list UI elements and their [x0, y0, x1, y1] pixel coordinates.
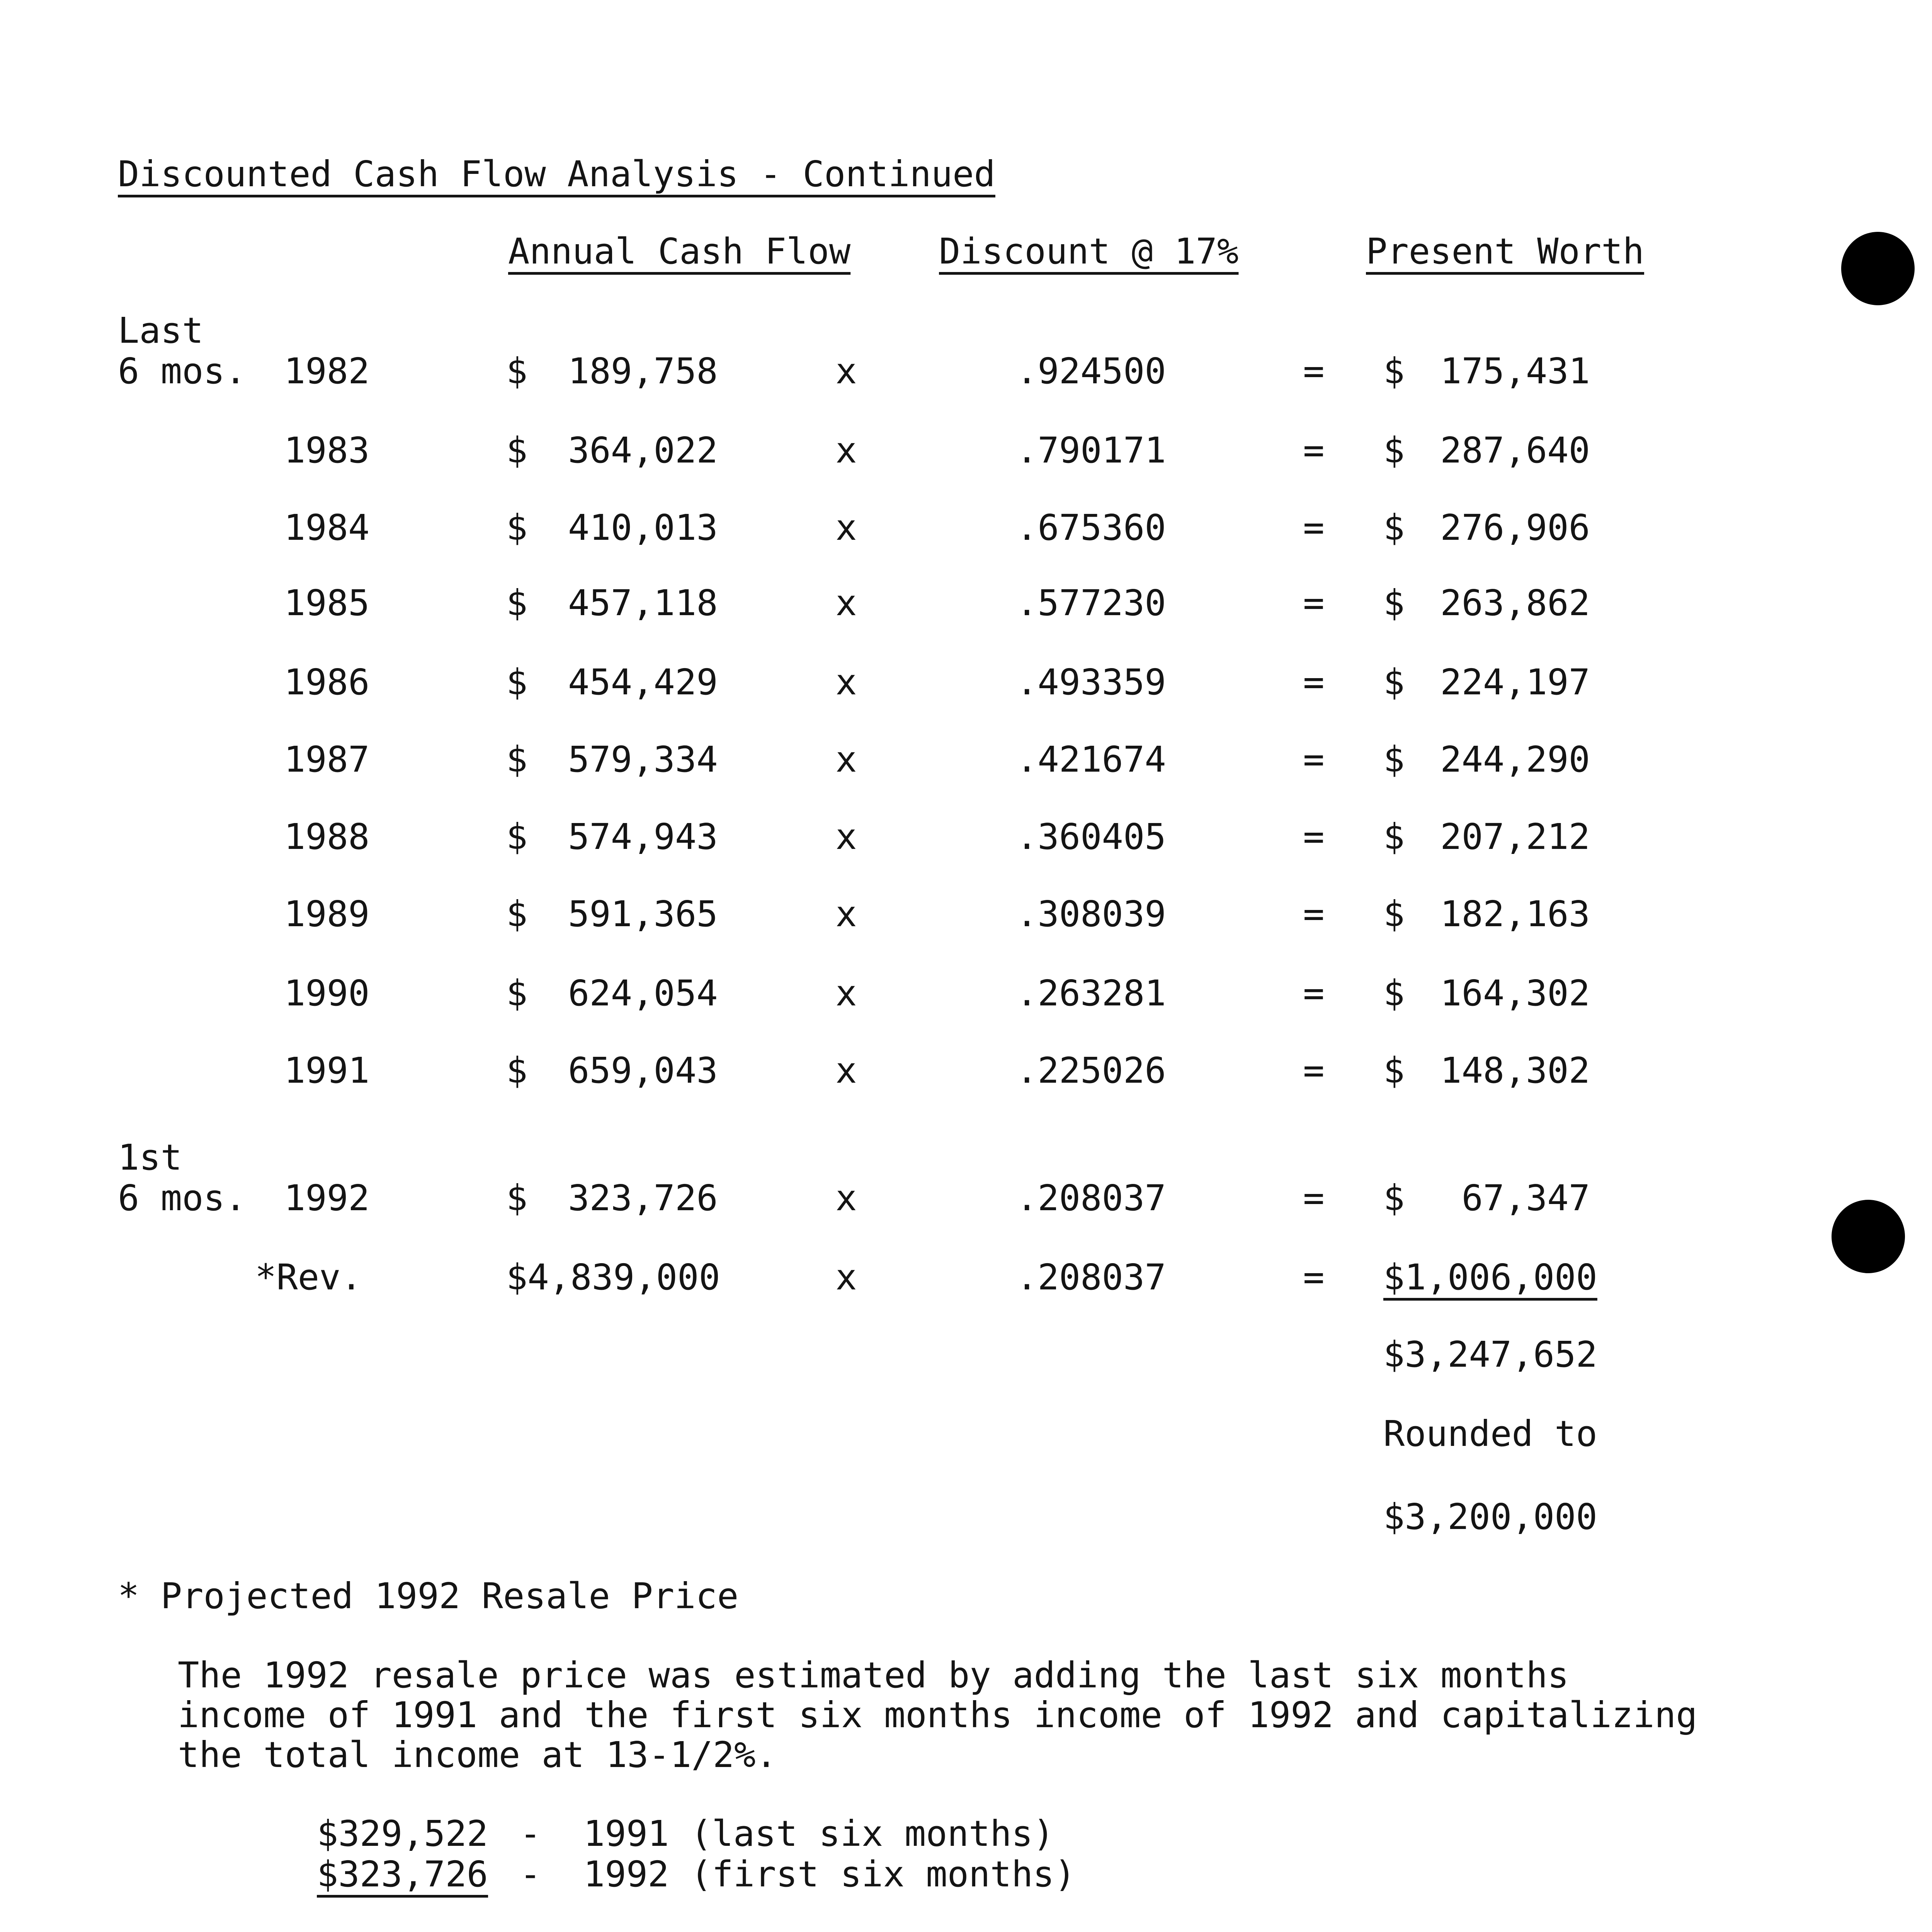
row-period-label: Last: [118, 310, 204, 351]
row-present-worth: 182,163: [1440, 893, 1590, 935]
row-period-label: 1st: [118, 1137, 182, 1178]
row-discount-factor: .208037: [1016, 1177, 1166, 1219]
row-discount-factor: .493359: [1016, 662, 1166, 703]
row-dollar-sign: $: [506, 430, 528, 471]
rounded-label: Rounded to: [1383, 1413, 1597, 1454]
row-times: x: [835, 816, 857, 857]
row-discount-factor: .308039: [1016, 893, 1166, 935]
rev-label: *Rev.: [255, 1257, 362, 1298]
row-discount-factor: .225026: [1016, 1050, 1166, 1091]
row-annual-cash-flow: 659,043: [568, 1050, 718, 1091]
row-dollar-sign: $: [506, 739, 528, 780]
row-year: 1988: [284, 816, 370, 857]
row-present-worth: 263,862: [1440, 582, 1590, 624]
row-present-worth: 148,302: [1440, 1050, 1590, 1091]
row-present-worth: 276,906: [1440, 507, 1590, 548]
row-times: x: [835, 739, 857, 780]
row-times: x: [835, 430, 857, 471]
row-equals: =: [1303, 739, 1325, 780]
row-annual-cash-flow: 579,334: [568, 739, 718, 780]
row-discount-factor: .577230: [1016, 582, 1166, 624]
row-annual-cash-flow: 323,726: [568, 1177, 718, 1219]
row-times: x: [835, 507, 857, 548]
paragraph-line-1: The 1992 resale price was estimated by adding the last six months: [178, 1655, 1569, 1696]
row-times: x: [835, 582, 857, 624]
calc-text-1991: 1991 (last six months): [583, 1813, 1054, 1854]
row-dollar-sign: $: [1383, 582, 1405, 624]
row-year: 1985: [284, 582, 370, 624]
row-year: 1984: [284, 507, 370, 548]
row-year: 1982: [284, 350, 370, 392]
row-year: 1991: [284, 1050, 370, 1091]
row-annual-cash-flow: 574,943: [568, 816, 718, 857]
row-times: x: [835, 1177, 857, 1219]
paragraph-line-2: income of 1991 and the first six months income of 1992 and capitalizing: [178, 1694, 1697, 1736]
row-discount-factor: .924500: [1016, 350, 1166, 392]
row-equals: =: [1303, 1177, 1325, 1219]
row-period-label: 6 mos.: [118, 1177, 247, 1219]
row-equals: =: [1303, 893, 1325, 935]
row-times: x: [835, 350, 857, 392]
row-discount-factor: .790171: [1016, 430, 1166, 471]
row-year: 1987: [284, 739, 370, 780]
row-dollar-sign: $: [506, 1177, 528, 1219]
row-dollar-sign: $: [1383, 816, 1405, 857]
row-present-worth: 207,212: [1440, 816, 1590, 857]
row-dollar-sign: $: [506, 1050, 528, 1091]
row-equals: =: [1303, 816, 1325, 857]
rounded-value: $3,200,000: [1383, 1496, 1597, 1537]
page-title: Discounted Cash Flow Analysis - Continued: [118, 153, 995, 195]
rev-discount-factor: .208037: [1016, 1257, 1166, 1298]
row-dollar-sign: $: [1383, 1177, 1405, 1219]
row-dollar-sign: $: [506, 350, 528, 392]
row-dollar-sign: $: [506, 973, 528, 1014]
row-dollar-sign: $: [506, 893, 528, 935]
rev-cash-flow: $4,839,000: [506, 1257, 720, 1298]
row-discount-factor: .263281: [1016, 973, 1166, 1014]
row-equals: =: [1303, 1050, 1325, 1091]
row-dollar-sign: $: [1383, 973, 1405, 1014]
row-dollar-sign: $: [1383, 350, 1405, 392]
row-equals: =: [1303, 973, 1325, 1014]
paragraph-line-3: the total income at 13-1/2%.: [178, 1734, 777, 1776]
row-discount-factor: .675360: [1016, 507, 1166, 548]
row-dollar-sign: $: [506, 582, 528, 624]
row-annual-cash-flow: 364,022: [568, 430, 718, 471]
row-annual-cash-flow: 457,118: [568, 582, 718, 624]
row-year: 1986: [284, 662, 370, 703]
row-dollar-sign: $: [1383, 507, 1405, 548]
calc-dash-1: -: [520, 1813, 541, 1854]
row-year: 1992: [284, 1177, 370, 1219]
row-present-worth: 224,197: [1440, 662, 1590, 703]
row-year: 1990: [284, 973, 370, 1014]
row-present-worth: 287,640: [1440, 430, 1590, 471]
total-present-worth: $3,247,652: [1383, 1334, 1597, 1375]
row-equals: =: [1303, 430, 1325, 471]
calc-text-1992: 1992 (first six months): [583, 1854, 1076, 1895]
row-discount-factor: .421674: [1016, 739, 1166, 780]
calc-dash-2: -: [520, 1854, 541, 1895]
row-dollar-sign: $: [506, 816, 528, 857]
rev-equals: =: [1303, 1257, 1325, 1298]
calc-amount-1992: $323,726: [317, 1854, 488, 1895]
row-annual-cash-flow: 410,013: [568, 507, 718, 548]
row-discount-factor: .360405: [1016, 816, 1166, 857]
row-dollar-sign: $: [506, 662, 528, 703]
row-times: x: [835, 1050, 857, 1091]
row-year: 1983: [284, 430, 370, 471]
header-present-worth: Present Worth: [1366, 231, 1645, 272]
rev-present-worth: $1,006,000: [1383, 1257, 1597, 1298]
header-annual-cash-flow: Annual Cash Flow: [508, 231, 851, 272]
row-annual-cash-flow: 624,054: [568, 973, 718, 1014]
row-equals: =: [1303, 350, 1325, 392]
row-equals: =: [1303, 662, 1325, 703]
footnote: * Projected 1992 Resale Price: [118, 1575, 739, 1617]
calc-amount-1991: $329,522: [317, 1813, 488, 1854]
row-present-worth: 67,347: [1461, 1177, 1590, 1219]
row-present-worth: 244,290: [1440, 739, 1590, 780]
header-discount: Discount @ 17%: [939, 231, 1239, 272]
punch-hole-middle: [1832, 1200, 1905, 1273]
row-period-label: 6 mos.: [118, 350, 247, 392]
row-dollar-sign: $: [506, 507, 528, 548]
row-times: x: [835, 973, 857, 1014]
row-dollar-sign: $: [1383, 1050, 1405, 1091]
row-dollar-sign: $: [1383, 893, 1405, 935]
row-equals: =: [1303, 507, 1325, 548]
row-dollar-sign: $: [1383, 430, 1405, 471]
row-annual-cash-flow: 454,429: [568, 662, 718, 703]
row-times: x: [835, 662, 857, 703]
row-equals: =: [1303, 582, 1325, 624]
row-dollar-sign: $: [1383, 739, 1405, 780]
punch-hole-top: [1841, 232, 1915, 305]
row-present-worth: 175,431: [1440, 350, 1590, 392]
row-year: 1989: [284, 893, 370, 935]
row-annual-cash-flow: 189,758: [568, 350, 718, 392]
row-times: x: [835, 893, 857, 935]
rev-times: x: [835, 1257, 857, 1298]
row-present-worth: 164,302: [1440, 973, 1590, 1014]
row-annual-cash-flow: 591,365: [568, 893, 718, 935]
row-dollar-sign: $: [1383, 662, 1405, 703]
